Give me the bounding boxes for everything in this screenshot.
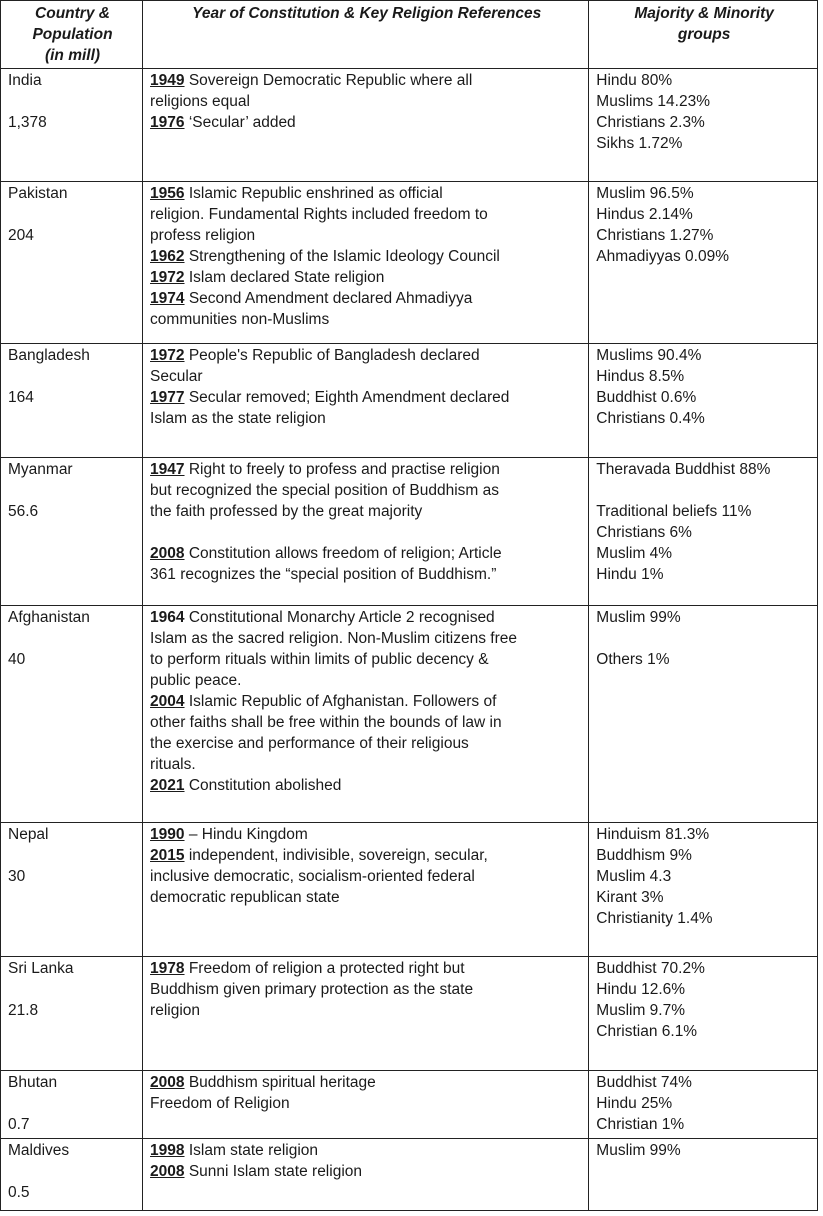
country-name: India <box>8 72 42 89</box>
group-share: Christians 0.4% <box>596 410 705 427</box>
country-cell <box>1 69 143 182</box>
year-label: 1977 <box>150 389 185 406</box>
constitution-line <box>150 70 583 91</box>
year-label: 1998 <box>150 1142 185 1159</box>
groups-cell <box>589 182 818 344</box>
constitution-line <box>150 1072 583 1093</box>
constitution-text: to perform rituals within limits of public decency & <box>150 651 489 668</box>
group-share: Muslim 99% <box>596 1142 681 1159</box>
year-label: 2004 <box>150 693 185 710</box>
header-line: groups <box>677 26 731 43</box>
table-header-row <box>1 1 818 69</box>
year-label: 2008 <box>150 1163 185 1180</box>
constitution-line <box>150 204 583 225</box>
constitution-cell <box>143 182 589 344</box>
constitution-text: the faith professed by the great majority <box>150 503 423 520</box>
constitution-line <box>150 225 583 246</box>
constitution-text: religion. Fundamental Rights included freedom to <box>150 206 488 223</box>
constitution-text: rituals. <box>150 756 196 773</box>
header-constitution: Year of Constitution & Key Religion References <box>143 1 589 69</box>
constitution-text: People's Republic of Bangladesh declared <box>188 347 480 364</box>
constitution-line <box>150 712 583 733</box>
country-cell <box>1 957 143 1071</box>
constitution-cell <box>143 1139 589 1211</box>
constitution-text: Islam as the sacred religion. Non-Muslim citizens free <box>150 630 517 647</box>
constitution-line <box>150 501 583 522</box>
group-share: Hindu 1% <box>596 566 664 583</box>
constitution-text: religions equal <box>150 93 250 110</box>
constitution-text: – Hindu Kingdom <box>188 826 308 843</box>
table-row <box>1 823 818 957</box>
constitution-text: Islam declared State religion <box>188 269 385 286</box>
group-share: Muslim 4% <box>596 545 673 562</box>
constitution-line <box>150 649 583 670</box>
country-cell <box>1 344 143 458</box>
constitution-line <box>150 1161 583 1182</box>
constitution-text: Constitution abolished <box>188 777 342 794</box>
year-label: 2015 <box>150 847 185 864</box>
year-label: 1972 <box>150 269 185 286</box>
blank-line <box>596 480 812 501</box>
constitution-line <box>150 543 583 564</box>
constitution-cell <box>143 344 589 458</box>
group-share: Muslims 90.4% <box>596 347 702 364</box>
table-row <box>1 458 818 606</box>
header-country-population <box>1 1 143 69</box>
constitution-line <box>150 408 583 429</box>
constitution-line <box>150 91 583 112</box>
population-value: 0.7 <box>8 1116 30 1133</box>
constitution-text: Islam as the state religion <box>150 410 326 427</box>
groups-cell <box>589 344 818 458</box>
country-cell <box>1 823 143 957</box>
group-share: Muslim 96.5% <box>596 185 694 202</box>
constitution-text: Secular <box>150 368 203 385</box>
country-cell <box>1 606 143 823</box>
year-label: 1964 <box>150 609 185 626</box>
constitution-text: Islamic Republic of Afghanistan. Followers of <box>188 693 497 710</box>
year-label: 2008 <box>150 545 185 562</box>
constitution-text: Right to freely to profess and practise religion <box>188 461 500 478</box>
constitution-text: independent, indivisible, sovereign, secular, <box>188 847 488 864</box>
constitution-line <box>150 733 583 754</box>
group-share: Christians 6% <box>596 524 692 541</box>
constitution-line <box>150 1093 583 1114</box>
constitution-cell <box>143 1071 589 1139</box>
group-share: Christianity 1.4% <box>596 910 713 927</box>
country-cell <box>1 1139 143 1211</box>
blank-line <box>150 522 583 543</box>
constitution-text: ‘Secular’ added <box>188 114 296 131</box>
constitution-text: the exercise and performance of their religious <box>150 735 469 752</box>
constitution-line <box>150 112 583 133</box>
table-body <box>1 69 818 1211</box>
table-row <box>1 344 818 458</box>
constitution-cell <box>143 957 589 1071</box>
constitution-text: but recognized the special position of Buddhism as <box>150 482 499 499</box>
constitution-text: Freedom of Religion <box>150 1095 290 1112</box>
constitution-text: Sovereign Democratic Republic where all <box>188 72 473 89</box>
constitution-cell <box>143 69 589 182</box>
constitution-text: Second Amendment declared Ahmadiyya <box>188 290 473 307</box>
constitution-text: Constitutional Monarchy Article 2 recognised <box>188 609 495 626</box>
population-value: 164 <box>8 389 34 406</box>
constitution-line <box>150 691 583 712</box>
group-share: Christians 2.3% <box>596 114 705 131</box>
constitution-cell <box>143 458 589 606</box>
constitution-text: religion <box>150 1002 201 1019</box>
constitution-text: 361 recognizes the “special position of Buddhism.” <box>150 566 497 583</box>
group-share: Christians 1.27% <box>596 227 714 244</box>
table-row <box>1 1139 818 1211</box>
country-name: Bangladesh <box>8 347 90 364</box>
table-row <box>1 957 818 1071</box>
country-name: Sri Lanka <box>8 960 74 977</box>
constitution-line <box>150 288 583 309</box>
country-name: Pakistan <box>8 185 68 202</box>
country-name: Maldives <box>8 1142 70 1159</box>
population-value: 1,378 <box>8 114 47 131</box>
constitution-line <box>150 309 583 330</box>
constitution-line <box>150 887 583 908</box>
constitution-line <box>150 754 583 775</box>
group-share: Hindus 2.14% <box>596 206 693 223</box>
constitution-line <box>150 459 583 480</box>
table-row <box>1 606 818 823</box>
year-label: 1949 <box>150 72 185 89</box>
country-name: Nepal <box>8 826 49 843</box>
population-value: 0.5 <box>8 1184 30 1201</box>
constitution-line <box>150 345 583 366</box>
population-value: 21.8 <box>8 1002 39 1019</box>
constitution-text: democratic republican state <box>150 889 340 906</box>
groups-cell <box>589 458 818 606</box>
constitution-line <box>150 979 583 1000</box>
blank-line <box>596 628 812 649</box>
group-share: Muslim 4.3 <box>596 868 672 885</box>
group-share: Hinduism 81.3% <box>596 826 710 843</box>
year-label: 1947 <box>150 461 185 478</box>
constitution-text: Buddhism spiritual heritage <box>188 1074 376 1091</box>
constitution-line <box>150 1000 583 1021</box>
country-name: Bhutan <box>8 1074 58 1091</box>
year-label: 2008 <box>150 1074 185 1091</box>
year-label: 1976 <box>150 114 185 131</box>
group-share: Hindu 80% <box>596 72 673 89</box>
group-share: Buddhist 0.6% <box>596 389 697 406</box>
group-share: Muslim 9.7% <box>596 1002 686 1019</box>
constitution-cell <box>143 606 589 823</box>
constitution-text: other faiths shall be free within the bounds of law in <box>150 714 502 731</box>
constitution-line <box>150 267 583 288</box>
header-groups <box>589 1 818 69</box>
country-cell <box>1 182 143 344</box>
group-share: Kirant 3% <box>596 889 664 906</box>
year-label: 1974 <box>150 290 185 307</box>
constitution-text: Secular removed; Eighth Amendment declared <box>188 389 510 406</box>
population-value: 204 <box>8 227 34 244</box>
year-label: 2021 <box>150 777 185 794</box>
group-share: Hindu 25% <box>596 1095 673 1112</box>
group-share: Buddhist 70.2% <box>596 960 705 977</box>
population-value: 56.6 <box>8 503 39 520</box>
constitution-text: Islam state religion <box>188 1142 319 1159</box>
constitution-text: Freedom of religion a protected right but <box>188 960 465 977</box>
country-cell <box>1 1071 143 1139</box>
constitution-line <box>150 845 583 866</box>
group-share: Ahmadiyyas 0.09% <box>596 248 729 265</box>
constitution-line <box>150 183 583 204</box>
constitution-line <box>150 775 583 796</box>
table-row <box>1 182 818 344</box>
group-share: Buddhist 74% <box>596 1074 692 1091</box>
population-value: 40 <box>8 651 26 668</box>
constitution-line <box>150 246 583 267</box>
year-label: 1962 <box>150 248 185 265</box>
group-share: Hindus 8.5% <box>596 368 685 385</box>
table-row <box>1 69 818 182</box>
year-label: 1956 <box>150 185 185 202</box>
constitution-text: Islamic Republic enshrined as official <box>188 185 443 202</box>
group-share: Hindu 12.6% <box>596 981 686 998</box>
constitution-text: Buddhism given primary protection as the state <box>150 981 474 998</box>
year-label: 1972 <box>150 347 185 364</box>
groups-cell <box>589 69 818 182</box>
groups-cell <box>589 606 818 823</box>
constitution-line <box>150 480 583 501</box>
year-label: 1978 <box>150 960 185 977</box>
constitution-line <box>150 387 583 408</box>
country-name: Afghanistan <box>8 609 90 626</box>
constitution-cell <box>143 823 589 957</box>
constitution-line <box>150 824 583 845</box>
groups-cell <box>589 1139 818 1211</box>
group-share: Sikhs 1.72% <box>596 135 683 152</box>
group-share: Muslims 14.23% <box>596 93 711 110</box>
group-share: Christian 1% <box>596 1116 685 1133</box>
constitution-line <box>150 1140 583 1161</box>
constitution-text: inclusive democratic, socialism-oriented federal <box>150 868 475 885</box>
constitution-line <box>150 670 583 691</box>
header-line: Population <box>32 26 113 43</box>
constitution-text: Constitution allows freedom of religion; Article <box>188 545 502 562</box>
year-label: 1990 <box>150 826 185 843</box>
header-line: (in mill) <box>44 47 101 64</box>
header-line: Majority & Minority <box>634 5 774 22</box>
constitution-line <box>150 628 583 649</box>
group-share: Theravada Buddhist 88% <box>596 461 771 478</box>
groups-cell <box>589 1071 818 1139</box>
group-share: Christian 6.1% <box>596 1023 698 1040</box>
group-share: Others 1% <box>596 651 670 668</box>
constitution-line <box>150 958 583 979</box>
group-share: Muslim 99% <box>596 609 681 626</box>
constitution-text: communities non-Muslims <box>150 311 330 328</box>
table-row <box>1 1071 818 1139</box>
constitution-text: Sunni Islam state religion <box>188 1163 362 1180</box>
population-value: 30 <box>8 868 26 885</box>
groups-cell <box>589 823 818 957</box>
constitution-line <box>150 564 583 585</box>
constitution-text: Strengthening of the Islamic Ideology Council <box>188 248 500 265</box>
groups-cell <box>589 957 818 1071</box>
group-share: Traditional beliefs 11% <box>596 503 752 520</box>
country-cell <box>1 458 143 606</box>
constitution-text: profess religion <box>150 227 256 244</box>
constitution-line <box>150 866 583 887</box>
constitution-line <box>150 366 583 387</box>
group-share: Buddhism 9% <box>596 847 692 864</box>
country-name: Myanmar <box>8 461 73 478</box>
header-line: Country & <box>35 5 110 22</box>
constitution-line <box>150 607 583 628</box>
constitution-text: public peace. <box>150 672 242 689</box>
